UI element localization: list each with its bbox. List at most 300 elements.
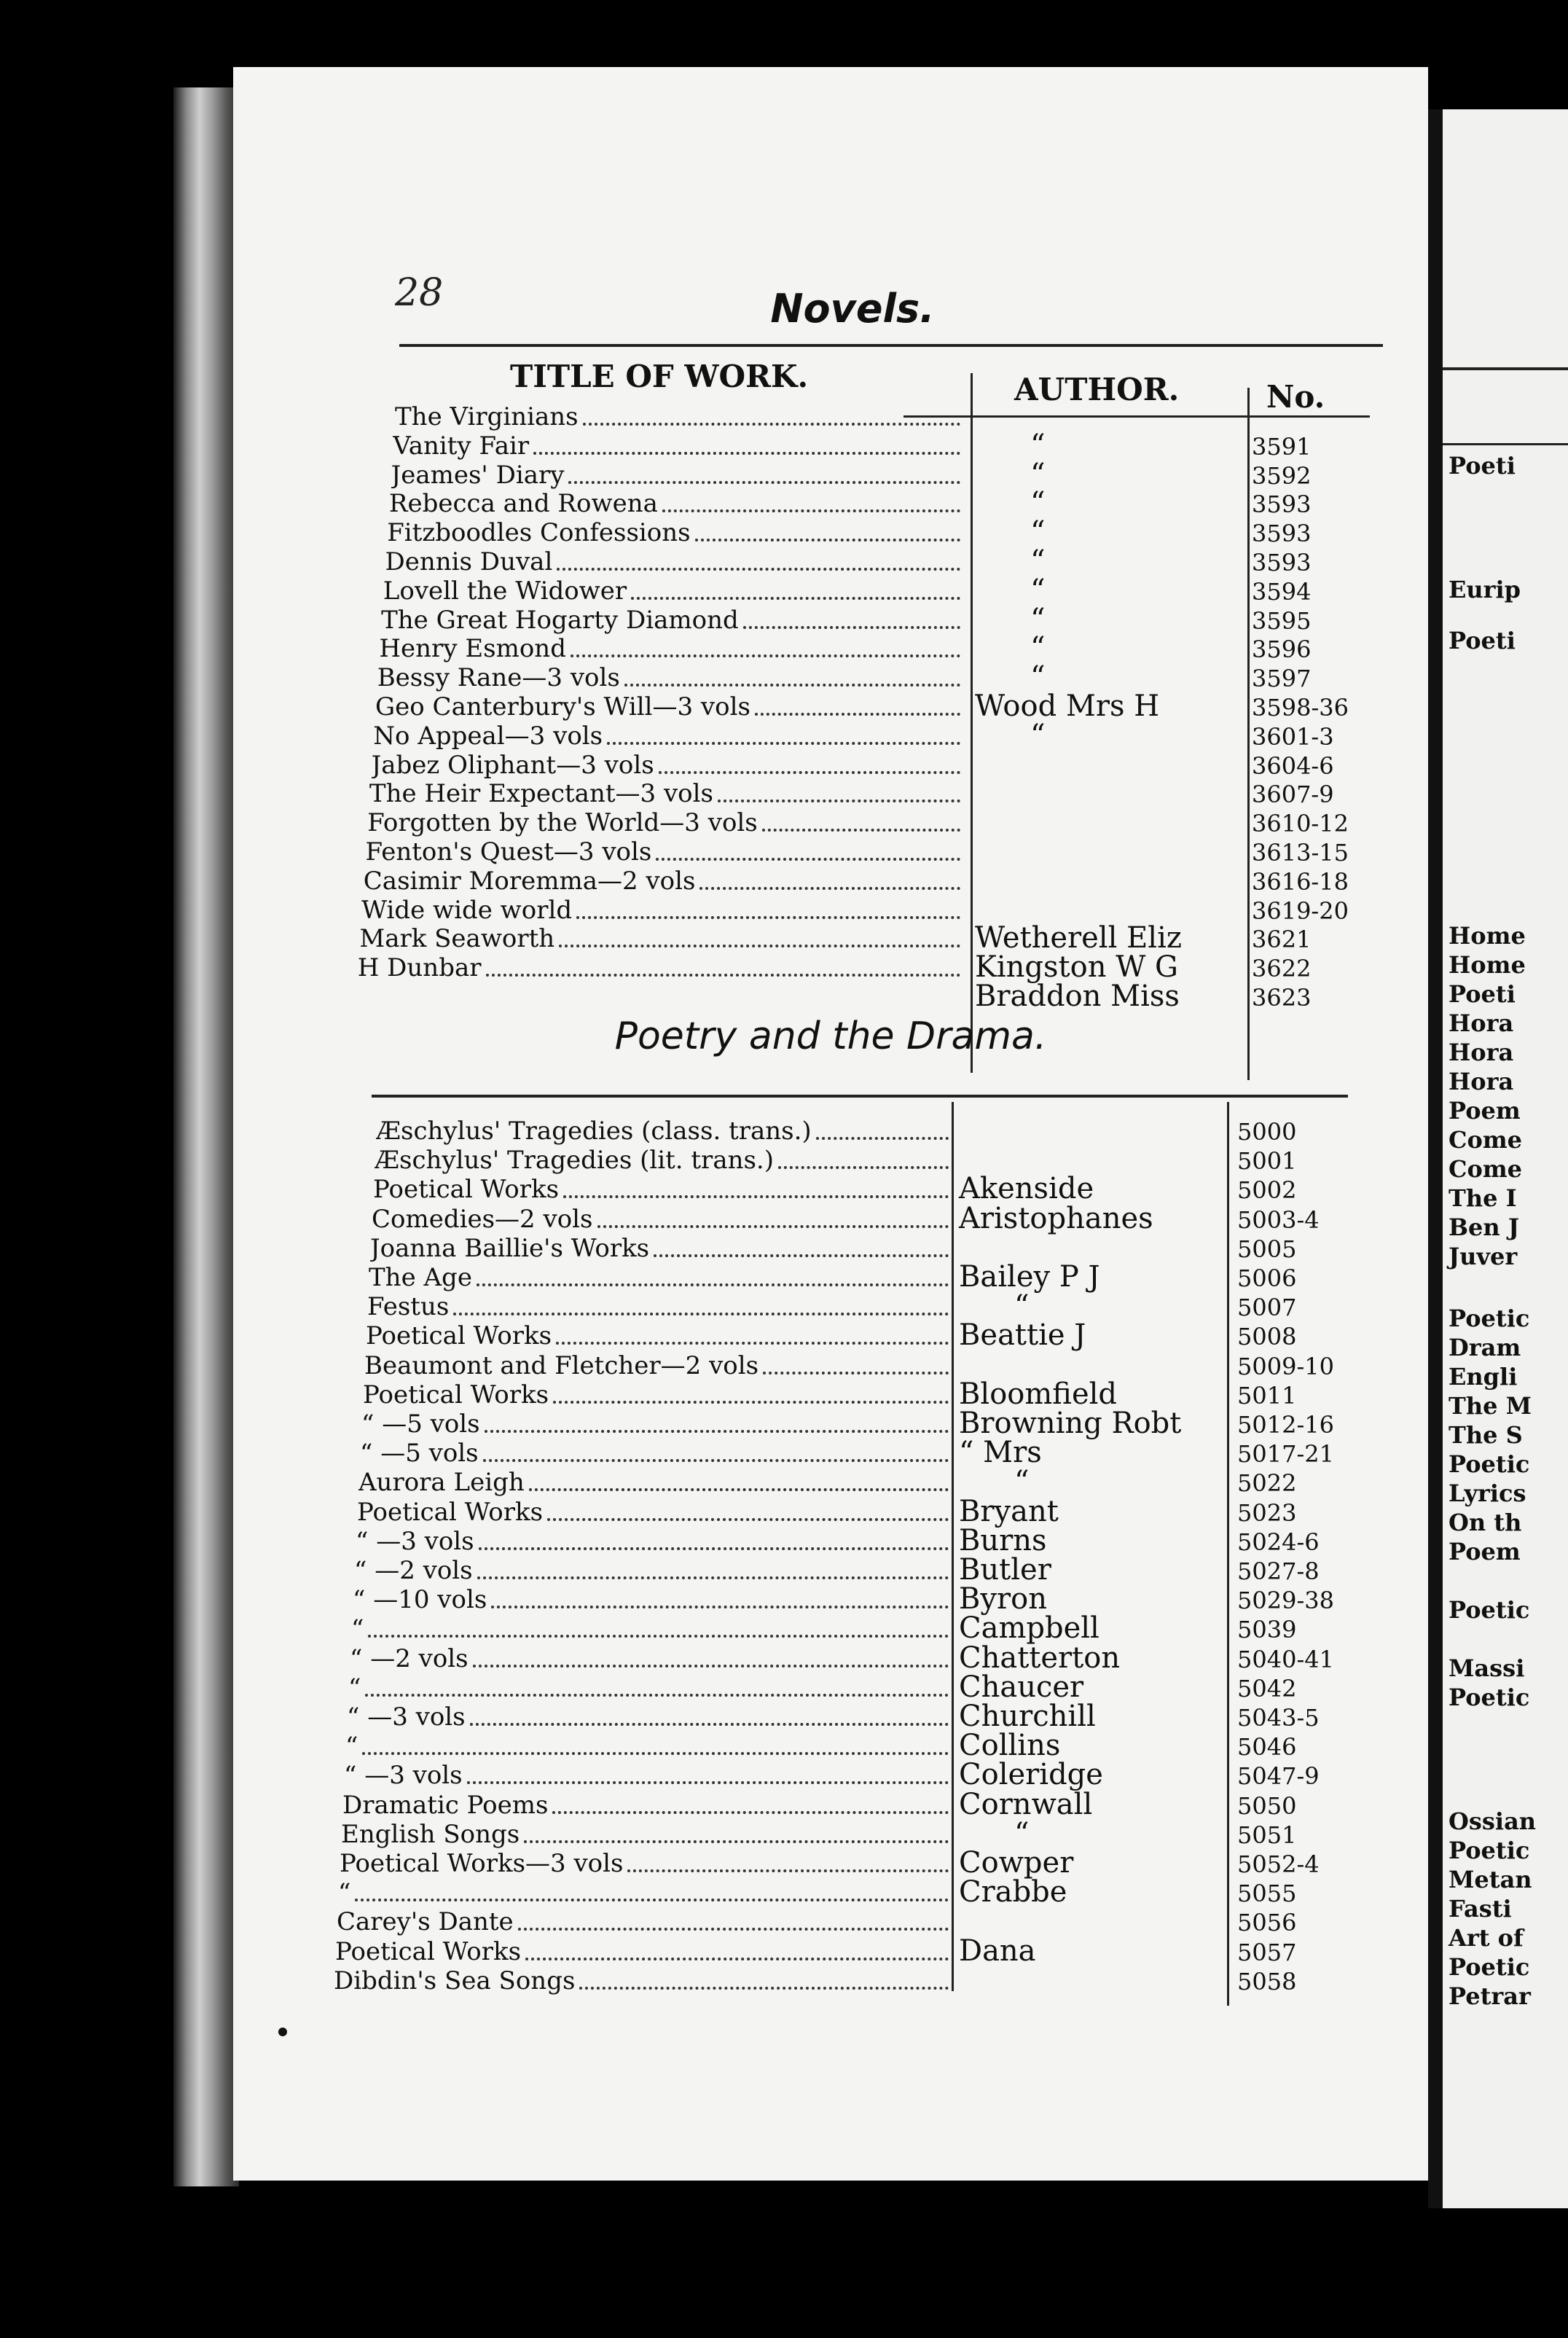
leader-dots	[491, 1603, 949, 1608]
work-author: “ Mrs	[959, 1436, 1042, 1470]
work-title	[344, 1761, 952, 1790]
catalogue-number: 5005	[1237, 1235, 1297, 1263]
work-title	[375, 692, 963, 722]
catalogue-number: 3595	[1251, 606, 1312, 635]
work-title-text: Jeames' Diary	[391, 460, 565, 490]
adjacent-entry: Hora	[1449, 1068, 1514, 1095]
catalogue-number: 5052-4	[1237, 1850, 1320, 1878]
work-title-text: “ —2 vols	[350, 1643, 469, 1673]
catalogue-number: 5050	[1237, 1791, 1297, 1820]
adjacent-second-rule	[1443, 443, 1568, 445]
catalogue-row	[395, 402, 1386, 431]
leader-dots	[467, 1778, 949, 1784]
adjacent-page-fragment	[1443, 109, 1568, 2208]
catalogue-number: 5040-41	[1237, 1645, 1334, 1673]
catalogue-row	[372, 751, 1363, 780]
work-author: Bloomfield	[959, 1377, 1118, 1411]
work-title-text: The Heir Expectant—3 vols	[369, 779, 713, 809]
work-title	[340, 1849, 952, 1878]
catalogue-row	[367, 1289, 1358, 1324]
catalogue-number: 3594	[1251, 577, 1312, 606]
work-title-text: Poetical Works	[366, 1321, 552, 1351]
catalogue-number: 5003-4	[1237, 1205, 1320, 1234]
column-header-author: AUTHOR.	[1014, 372, 1180, 407]
catalogue-page	[233, 67, 1428, 2181]
catalogue-number: 5056	[1237, 1909, 1297, 1937]
poetry-heading: Poetry and the Drama.	[614, 1014, 1047, 1058]
work-title-text: “ —3 vols	[356, 1526, 474, 1556]
adjacent-entry: The S	[1449, 1421, 1523, 1449]
work-title	[335, 1937, 952, 1966]
work-title-text: Poetical Works	[335, 1936, 522, 1966]
work-author: Wood Mrs H	[975, 689, 1160, 723]
catalogue-number: 5024-6	[1237, 1528, 1320, 1556]
work-title	[369, 1263, 952, 1292]
work-title	[342, 1791, 952, 1820]
work-title	[379, 634, 963, 663]
work-author: “	[1030, 428, 1046, 462]
work-title	[348, 1673, 952, 1702]
leader-dots	[699, 884, 960, 890]
work-title	[372, 1205, 952, 1234]
work-title-text: Poetical Works—3 vols	[340, 1849, 624, 1878]
catalogue-number: 3619-20	[1251, 896, 1349, 925]
page-gutter	[1428, 109, 1443, 2208]
work-title-text: “ —2 vols	[354, 1556, 473, 1585]
catalogue-number: 3601-3	[1251, 722, 1334, 751]
adjacent-entry: Massi	[1449, 1654, 1525, 1682]
catalogue-row	[359, 921, 1350, 955]
leader-dots	[483, 1456, 949, 1462]
work-author: Beattie J	[959, 1318, 1086, 1353]
work-title-text: Lovell the Widower	[383, 576, 627, 606]
catalogue-row	[338, 1875, 1329, 1909]
work-title	[393, 431, 963, 461]
catalogue-row	[391, 457, 1382, 491]
work-author: “	[1030, 602, 1046, 636]
leader-dots	[576, 913, 960, 919]
catalogue-row	[356, 982, 1346, 1012]
catalogue-row	[367, 808, 1358, 837]
adjacent-entry: Juver	[1449, 1243, 1518, 1270]
leader-dots	[365, 1691, 949, 1697]
work-title-text: English Songs	[341, 1819, 520, 1849]
work-title	[350, 1644, 952, 1673]
catalogue-row	[342, 1787, 1333, 1821]
catalogue-number: 5029-38	[1237, 1587, 1334, 1615]
adjacent-entry: Poem	[1449, 1097, 1521, 1125]
work-title-text: Wide wide world	[361, 895, 573, 925]
adjacent-entry: On th	[1449, 1509, 1522, 1536]
adjacent-entry: Home	[1449, 951, 1526, 979]
adjacent-entry: Poetic	[1449, 1450, 1530, 1478]
catalogue-number: 5002	[1237, 1176, 1297, 1205]
work-author: “	[1030, 573, 1046, 607]
work-title-text: “	[345, 1732, 358, 1762]
catalogue-number: 5055	[1237, 1880, 1297, 1908]
work-title-text: Poetical Works	[357, 1497, 544, 1527]
adjacent-entry: Poeti	[1449, 627, 1516, 654]
catalogue-row	[337, 1907, 1328, 1936]
work-title	[376, 1117, 952, 1146]
work-title-text: Mark Seaworth	[359, 924, 555, 954]
work-title-text: “ —5 vols	[361, 1410, 480, 1439]
leader-dots	[778, 1163, 949, 1169]
work-author: Byron	[959, 1582, 1047, 1616]
leader-dots	[662, 507, 960, 512]
work-title-text: Henry Esmond	[379, 634, 566, 664]
leader-dots	[579, 1984, 949, 1990]
work-title-text: Festus	[367, 1292, 450, 1322]
catalogue-number: 5007	[1237, 1294, 1297, 1322]
work-title-text: “	[351, 1614, 364, 1644]
catalogue-number: 5023	[1237, 1498, 1297, 1527]
work-title-text: The Age	[369, 1263, 472, 1292]
leader-dots	[473, 1662, 949, 1668]
work-title-text: H Dunbar	[357, 953, 482, 983]
work-title	[356, 1527, 952, 1556]
adjacent-entry: Poetic	[1449, 1305, 1530, 1332]
work-author: Cornwall	[959, 1787, 1093, 1821]
leader-dots	[470, 1720, 949, 1726]
work-author: Collins	[959, 1729, 1061, 1763]
leader-dots	[533, 449, 960, 455]
work-title-text: Casimir Moremma—2 vols	[363, 866, 696, 896]
work-title-text: No Appeal—3 vols	[373, 721, 603, 751]
work-author: “	[1030, 544, 1046, 578]
work-title	[373, 722, 963, 751]
work-author: Chaucer	[959, 1670, 1084, 1704]
adjacent-entry: Poetic	[1449, 1684, 1530, 1711]
work-title	[337, 1907, 952, 1936]
adjacent-entry: Poem	[1449, 1538, 1521, 1565]
leader-dots	[529, 1485, 949, 1491]
work-author: Dana	[959, 1934, 1036, 1968]
catalogue-row	[358, 1465, 1349, 1499]
work-author: “	[1014, 1465, 1030, 1499]
adjacent-entry: Engli	[1449, 1363, 1518, 1391]
work-title	[347, 1702, 952, 1732]
leader-dots	[477, 1281, 949, 1286]
catalogue-number: 5039	[1237, 1616, 1297, 1644]
catalogue-number: 5027-8	[1237, 1557, 1320, 1585]
leader-dots	[479, 1544, 949, 1550]
leader-dots	[485, 1427, 949, 1433]
work-author: Kingston W G	[974, 950, 1178, 985]
catalogue-row	[347, 1702, 1338, 1732]
leader-dots	[755, 710, 960, 716]
catalogue-row	[357, 1494, 1348, 1528]
work-title	[363, 1380, 952, 1410]
adjacent-entry: Come	[1449, 1155, 1523, 1183]
adjacent-entry: Petrar	[1449, 1982, 1531, 2010]
catalogue-row	[364, 867, 1355, 896]
work-title-text: Poetical Works	[363, 1380, 549, 1410]
catalogue-row	[370, 1234, 1361, 1263]
work-title	[377, 663, 963, 692]
adjacent-entry: Dram	[1449, 1334, 1521, 1361]
catalogue-number: 5057	[1237, 1938, 1297, 1966]
catalogue-row	[388, 486, 1380, 520]
work-author: Browning Robt	[959, 1407, 1182, 1440]
catalogue-row	[366, 1318, 1357, 1353]
leader-dots	[362, 1749, 949, 1755]
work-title-text: “	[348, 1673, 361, 1702]
leader-dots	[763, 1369, 949, 1375]
work-author: Churchill	[959, 1700, 1096, 1733]
work-title-text: “ —3 vols	[344, 1761, 463, 1791]
work-title	[364, 867, 963, 896]
catalogue-number: 5001	[1237, 1147, 1297, 1176]
work-title-text: Vanity Fair	[393, 431, 530, 461]
work-title	[387, 518, 963, 547]
catalogue-number: 3607-9	[1251, 781, 1334, 809]
work-title-text: Aurora Leigh	[358, 1468, 525, 1498]
work-title	[375, 1146, 952, 1175]
adjacent-entry: Come	[1449, 1126, 1523, 1154]
catalogue-row	[372, 1201, 1363, 1235]
catalogue-row	[369, 1260, 1360, 1294]
work-title-text: Carey's Dante	[337, 1907, 514, 1937]
leader-dots	[762, 826, 960, 832]
adjacent-entry: Poeti	[1449, 980, 1516, 1008]
catalogue-number: 3593	[1251, 520, 1312, 548]
catalogue-row	[387, 515, 1378, 550]
catalogue-number: 3613-15	[1252, 839, 1349, 867]
work-title	[338, 1878, 952, 1907]
catalogue-row	[354, 1553, 1345, 1587]
column-header-no: No.	[1266, 379, 1325, 415]
catalogue-row	[340, 1846, 1330, 1880]
catalogue-number: 3593	[1252, 549, 1312, 576]
catalogue-number: 3623	[1252, 984, 1312, 1012]
work-author: Braddon Miss	[975, 980, 1180, 1013]
catalogue-number: 5006	[1237, 1264, 1297, 1292]
catalogue-row	[383, 573, 1374, 607]
catalogue-row	[373, 1172, 1364, 1206]
leader-dots	[556, 1339, 949, 1345]
catalogue-number: 5008	[1237, 1323, 1297, 1351]
leader-dots	[559, 942, 960, 947]
catalogue-row	[341, 1816, 1332, 1850]
adjacent-entry: Home	[1449, 922, 1526, 950]
work-author: “	[1030, 515, 1046, 550]
catalogue-row	[363, 1377, 1354, 1411]
work-author: Bailey P J	[959, 1260, 1100, 1294]
work-title-text: “ —5 vols	[360, 1439, 479, 1469]
work-title	[358, 1468, 952, 1497]
leader-dots	[552, 1808, 949, 1814]
work-author: Aristophanes	[959, 1201, 1153, 1235]
work-title	[345, 1732, 952, 1761]
catalogue-number: 3622	[1251, 955, 1312, 983]
work-title	[391, 461, 963, 490]
work-author: “	[1030, 718, 1046, 752]
work-title	[334, 1966, 952, 1995]
leader-dots	[656, 855, 960, 861]
work-title-text: Bessy Rane—3 vols	[377, 663, 620, 693]
work-title-text: Fitzboodles Confessions	[387, 518, 691, 548]
work-title	[370, 1234, 952, 1263]
adjacent-entry: Metan	[1449, 1866, 1532, 1893]
catalogue-row	[381, 602, 1372, 636]
leader-dots	[518, 1925, 949, 1931]
work-author: “	[1030, 457, 1046, 491]
catalogue-number: 3596	[1251, 636, 1312, 664]
catalogue-number: 5011	[1237, 1381, 1297, 1410]
catalogue-row	[361, 1407, 1352, 1440]
catalogue-row	[375, 1146, 1365, 1175]
leader-dots	[743, 623, 960, 629]
work-title-text: Æschylus' Tragedies (class. trans.)	[376, 1117, 812, 1146]
book-edge	[173, 87, 239, 2186]
leader-dots	[557, 565, 960, 571]
adjacent-entry: Poetic	[1449, 1596, 1530, 1624]
work-title	[357, 1498, 952, 1527]
adjacent-entry: Hora	[1449, 1039, 1514, 1066]
novels-heading: Novels.	[770, 286, 935, 332]
header-top-rule	[399, 344, 1383, 347]
work-author: Campbell	[959, 1611, 1099, 1646]
work-title	[389, 489, 963, 518]
work-title	[366, 837, 964, 867]
work-title	[366, 1321, 952, 1350]
work-title-text: Rebecca and Rowena	[388, 489, 658, 519]
work-title-text: Forgotten by the World—3 vols	[367, 808, 758, 838]
work-author: Burns	[959, 1523, 1047, 1557]
catalogue-row	[334, 1966, 1325, 1995]
leader-dots	[453, 1310, 949, 1315]
catalogue-number: 5042	[1237, 1674, 1297, 1702]
work-title	[372, 751, 963, 780]
catalogue-row	[369, 779, 1360, 808]
adjacent-entry: Lyrics	[1449, 1479, 1526, 1507]
leader-dots	[571, 652, 960, 657]
leader-dots	[607, 739, 960, 745]
work-title-text: “ —3 vols	[347, 1702, 466, 1732]
work-title	[361, 1410, 952, 1439]
ink-dot	[278, 2028, 287, 2036]
leader-dots	[627, 1866, 949, 1872]
catalogue-number: 5022	[1237, 1469, 1297, 1498]
adjacent-entry: The M	[1449, 1392, 1532, 1420]
leader-dots	[547, 1515, 949, 1521]
catalogue-row	[373, 718, 1364, 752]
work-title	[341, 1820, 952, 1849]
work-title-text: Geo Canterbury's Will—3 vols	[375, 692, 750, 722]
catalogue-row	[348, 1670, 1339, 1704]
adjacent-top-rule	[1443, 367, 1568, 370]
leader-dots	[563, 1192, 949, 1198]
work-title	[385, 547, 964, 576]
adjacent-entry: Poetic	[1449, 1837, 1530, 1864]
leader-dots	[525, 1955, 949, 1960]
work-title-text: Dennis Duval	[385, 547, 553, 576]
catalogue-number: 3591	[1251, 432, 1312, 461]
work-title-text: Dibdin's Sea Songs	[334, 1966, 576, 1995]
leader-dots	[631, 594, 960, 600]
adjacent-entry: Art of	[1449, 1924, 1524, 1952]
adjacent-entry: Poeti	[1449, 452, 1516, 480]
work-title	[353, 1585, 952, 1614]
work-title	[381, 606, 963, 635]
work-title	[383, 576, 963, 606]
leader-dots	[553, 1398, 949, 1404]
catalogue-number: 3610-12	[1251, 810, 1349, 838]
work-author: Wetherell Eliz	[974, 921, 1182, 955]
work-title-text: Beaumont and Fletcher—2 vols	[364, 1350, 759, 1380]
column-header-title: TITLE OF WORK.	[510, 359, 809, 394]
work-title	[395, 402, 963, 431]
work-title	[367, 808, 963, 837]
catalogue-row	[366, 837, 1357, 867]
leader-dots	[816, 1134, 949, 1140]
catalogue-number: 3593	[1251, 490, 1312, 519]
work-title	[354, 1556, 952, 1585]
catalogue-number: 5012-16	[1237, 1411, 1334, 1439]
catalogue-row	[356, 1523, 1346, 1557]
work-author: Chatterton	[959, 1641, 1121, 1675]
catalogue-number: 3592	[1251, 461, 1312, 490]
leader-dots	[597, 1222, 949, 1228]
leader-dots	[654, 1251, 949, 1257]
adjacent-entry: Poetic	[1449, 1953, 1530, 1981]
work-title-text: The Virginians	[395, 402, 579, 431]
catalogue-row	[364, 1351, 1355, 1380]
leader-dots	[659, 768, 960, 774]
catalogue-row	[385, 544, 1376, 578]
leader-dots	[368, 1632, 949, 1638]
catalogue-number: 3598-36	[1252, 694, 1349, 722]
leader-dots	[477, 1573, 949, 1579]
catalogue-number: 3597	[1251, 665, 1312, 693]
work-title	[369, 779, 963, 808]
work-title-text: “	[338, 1878, 351, 1908]
work-author: Cowper	[959, 1846, 1074, 1880]
work-author: “	[1014, 1816, 1030, 1850]
catalogue-number: 5017-21	[1237, 1440, 1334, 1469]
catalogue-number: 5046	[1237, 1733, 1297, 1762]
poetry-top-rule	[372, 1095, 1348, 1098]
catalogue-row	[379, 631, 1370, 665]
work-title	[361, 896, 963, 925]
catalogue-row	[345, 1729, 1336, 1763]
leader-dots	[624, 681, 960, 687]
work-author: Coleridge	[959, 1758, 1103, 1792]
leader-dots	[568, 478, 960, 484]
adjacent-entry: Ossian	[1449, 1807, 1537, 1835]
catalogue-number: 5051	[1237, 1821, 1297, 1849]
work-title	[373, 1175, 952, 1204]
work-author: Bryant	[959, 1494, 1059, 1528]
work-title	[360, 1439, 952, 1468]
catalogue-number: 3604-6	[1251, 751, 1334, 780]
work-author: Butler	[959, 1553, 1051, 1587]
adjacent-entry: Hora	[1449, 1009, 1514, 1037]
adjacent-entry: The I	[1449, 1184, 1517, 1212]
catalogue-row	[344, 1758, 1335, 1792]
catalogue-number: 5043-5	[1237, 1704, 1320, 1732]
work-title-text: Comedies—2 vols	[372, 1204, 593, 1234]
leader-dots	[695, 536, 960, 542]
catalogue-row	[335, 1934, 1326, 1968]
work-author: “	[1030, 486, 1046, 520]
catalogue-number: 5047-9	[1237, 1762, 1320, 1791]
page-number: 28	[395, 271, 444, 315]
catalogue-number: 5000	[1237, 1118, 1297, 1146]
work-title-text: Dramatic Poems	[342, 1790, 549, 1820]
leader-dots	[583, 420, 960, 426]
